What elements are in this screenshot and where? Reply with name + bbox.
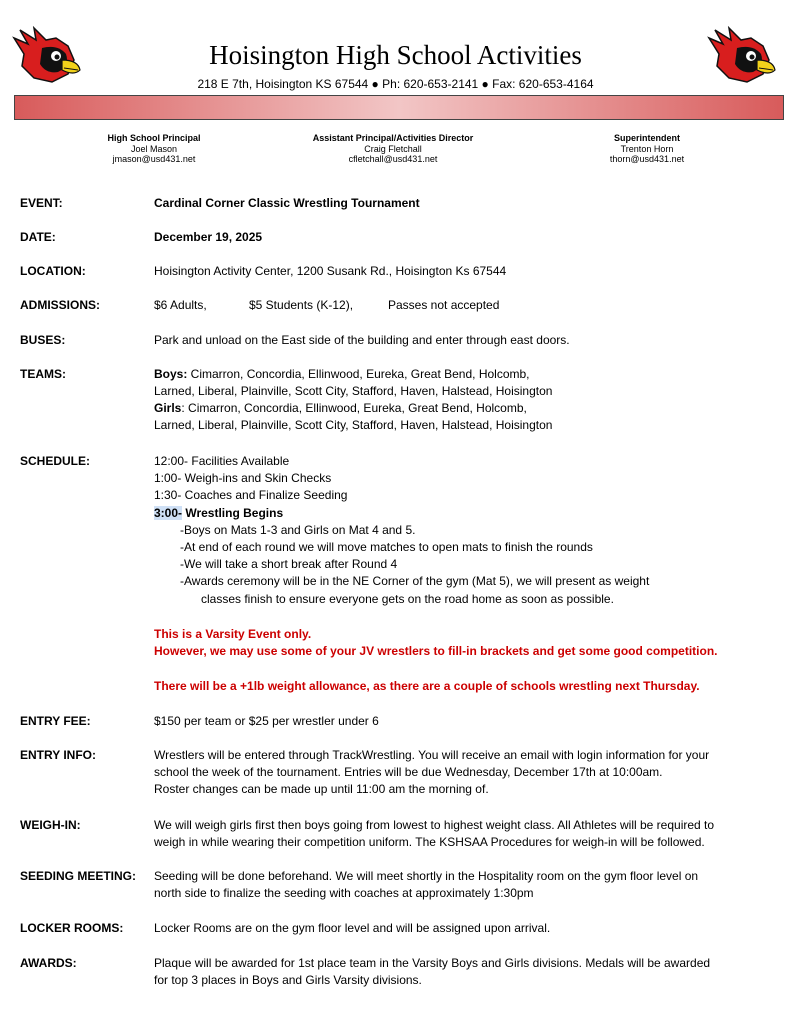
awards-line: for top 3 places in Boys and Girls Varsity divisions. <box>154 973 422 987</box>
teams-girls-line2: Larned, Liberal, Plainville, Scott City, Stafford, Haven, Halstead, Hoisington <box>154 418 553 432</box>
teams-boys-line2: Larned, Liberal, Plainville, Scott City, Stafford, Haven, Halstead, Hoisington <box>154 384 553 398</box>
seeding-line: Seeding will be done beforehand. We will meet shortly in the Hospitality room on the gym floor level on <box>154 869 699 883</box>
schedule-item: 12:00- Facilities Available <box>154 454 290 468</box>
entry-info-line: school the week of the tournament. Entries will be due Wednesday, December 17th at 10:00am. <box>154 765 663 779</box>
seeding-meeting-label: SEEDING MEETING: <box>20 869 137 883</box>
teams-girls-list: : Cimarron, Concordia, Ellinwood, Eureka, Great Bend, Holcomb, <box>181 401 527 415</box>
staff-superintendent <box>588 133 706 165</box>
schedule-detail-continued: classes finish to ensure everyone gets on the road home as soon as possible. <box>201 592 614 606</box>
weigh-in-label: WEIGH-IN: <box>20 818 81 832</box>
page-title: Hoisington High School Activities <box>209 40 582 70</box>
staff-name: Trenton Horn <box>620 143 674 154</box>
entry-info-line: Wrestlers will be entered through TrackWrestling. You will receive an email with login information for your <box>154 748 710 762</box>
staff-name: Joel Mason <box>130 143 178 154</box>
locker-rooms-label: LOCKER ROOMS: <box>20 921 124 935</box>
entry-info-line: Roster changes can be made up until 11:00 am the morning of. <box>154 782 489 796</box>
schedule-start <box>154 506 283 521</box>
varsity-notice: This is a Varsity Event only. <box>154 627 312 641</box>
admissions-label: ADMISSIONS: <box>20 298 101 312</box>
schedule-item: 1:00- Weigh-ins and Skin Checks <box>154 471 332 485</box>
buses-label: BUSES: <box>20 333 66 347</box>
weigh-in-line: We will weigh girls first then boys going from lowest to highest weight class. All Athletes will be required to <box>154 818 715 832</box>
staff-role: Assistant Principal/Activities Director <box>312 133 474 143</box>
staff-role: Superintendent <box>613 133 680 143</box>
event-value: Cardinal Corner Classic Wrestling Tournament <box>154 196 420 210</box>
weigh-in-line: weigh in while wearing their competition uniform. The KSHSAA Procedures for weigh-in will be followed. <box>154 835 705 849</box>
entry-fee-label: ENTRY FEE: <box>20 714 91 728</box>
teams-label: TEAMS: <box>20 367 66 381</box>
schedule-detail: -Boys on Mats 1-3 and Girls on Mat 4 and 5. <box>180 523 416 537</box>
weight-allowance-notice: There will be a +1lb weight allowance, as there are a couple of schools wrestling next Thursday. <box>154 679 700 693</box>
location-label: LOCATION: <box>20 264 86 278</box>
date-value: December 19, 2025 <box>154 230 263 244</box>
staff-email: thorn@usd431.net <box>609 154 685 164</box>
staff-name: Craig Fletchall <box>364 143 422 154</box>
awards-label: AWARDS: <box>20 956 77 970</box>
schedule-detail: -Awards ceremony will be in the NE Corner of the gym (Mat 5), we will present as weight <box>180 574 650 588</box>
teams-boys-label: Boys: <box>154 367 188 381</box>
buses-value: Park and unload on the East side of the building and enter through east doors. <box>154 333 570 347</box>
event-label: EVENT: <box>20 196 63 210</box>
teams-boys-list: Cimarron, Concordia, Ellinwood, Eureka, Great Bend, Holcomb, <box>187 367 530 381</box>
entry-info-label: ENTRY INFO: <box>20 748 97 762</box>
seeding-line: north side to finalize the seeding with coaches at approximately 1:30pm <box>154 886 534 900</box>
admissions-adults: $6 Adults, <box>154 298 207 312</box>
schedule-item: 1:30- Coaches and Finalize Seeding <box>154 488 348 502</box>
date-label: DATE: <box>20 230 56 244</box>
staff-email: jmason@usd431.net <box>112 154 196 164</box>
admissions-passes: Passes not accepted <box>388 298 500 312</box>
staff-activities-director <box>288 133 498 165</box>
header-banner <box>14 95 784 120</box>
schedule-detail: -At end of each round we will move matches to open mats to finish the rounds <box>180 540 593 554</box>
staff-role: High School Principal <box>107 133 201 143</box>
locker-rooms-value: Locker Rooms are on the gym floor level and will be assigned upon arrival. <box>154 921 551 935</box>
jv-notice: However, we may use some of your JV wrestlers to fill-in brackets and get some good competition. <box>154 644 718 658</box>
schedule-label: SCHEDULE: <box>20 454 91 468</box>
address-line: 218 E 7th, Hoisington KS 67544 ● Ph: 620-653-2141 ● Fax: 620-653-4164 <box>197 77 594 91</box>
admissions-students: $5 Students (K-12), <box>249 298 354 312</box>
schedule-start-text: Wrestling Begins <box>182 506 284 520</box>
awards-line: Plaque will be awarded for 1st place team in the Varsity Boys and Girls divisions. Medals will be awarded <box>154 956 711 970</box>
teams-boys-line <box>154 367 530 382</box>
staff-principal <box>84 133 224 165</box>
location-value: Hoisington Activity Center, 1200 Susank Rd., Hoisington Ks 67544 <box>154 264 507 278</box>
staff-email: cfletchall@usd431.net <box>348 154 438 164</box>
teams-girls-line <box>154 401 527 416</box>
schedule-start-time: 3:00- <box>154 506 183 520</box>
entry-fee-value: $150 per team or $25 per wrestler under 6 <box>154 714 379 728</box>
schedule-detail: -We will take a short break after Round 4 <box>180 557 398 571</box>
teams-girls-label: Girls <box>154 401 182 415</box>
